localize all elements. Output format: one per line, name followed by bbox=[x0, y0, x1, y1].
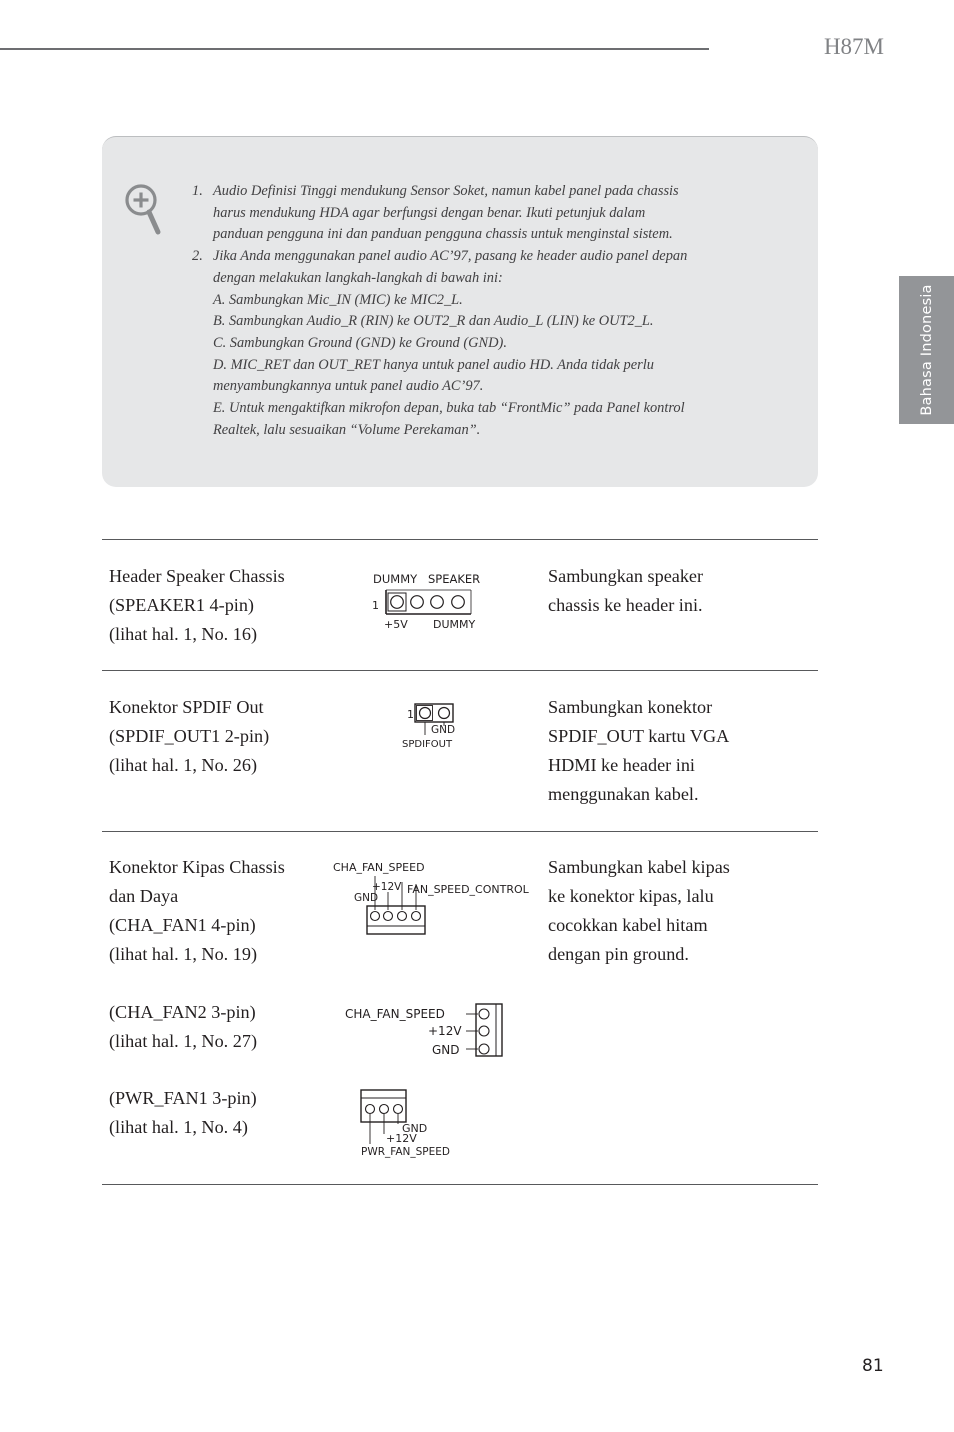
note-line: E. Untuk mengaktifkan mikrofon depan, buka tab “FrontMic” pada Panel kontrol bbox=[213, 400, 685, 417]
speaker-header-label bbox=[109, 562, 285, 649]
diagram-label: CHA_FAN_SPEED bbox=[345, 1007, 445, 1021]
diagram-label: +12V bbox=[372, 881, 402, 893]
table-rule bbox=[102, 539, 818, 540]
cell-line: (lihat hal. 1, No. 19) bbox=[109, 944, 257, 964]
note-line: D. MIC_RET dan OUT_RET hanya untuk panel audio HD. Anda tidak perlu bbox=[213, 356, 654, 373]
header-rule bbox=[0, 48, 709, 50]
cell-line: (SPDIF_OUT1 2-pin) bbox=[109, 726, 270, 746]
diagram-label: 1 bbox=[372, 599, 379, 612]
note-item-1 bbox=[192, 181, 687, 246]
note-line: menyambungkannya untuk panel audio AC’97. bbox=[213, 378, 484, 395]
cha-fan2-diagram bbox=[342, 1000, 508, 1060]
cell-line: (lihat hal. 1, No. 27) bbox=[109, 1031, 257, 1051]
magnifier-plus-icon bbox=[124, 183, 164, 237]
diagram-label: CHA_FAN_SPEED bbox=[333, 861, 425, 874]
cell-line: chassis ke header ini. bbox=[548, 595, 703, 615]
cell-line: HDMI ke header ini bbox=[548, 755, 695, 775]
diagram-label: +12V bbox=[428, 1024, 462, 1038]
spdif-connector-description bbox=[548, 693, 729, 809]
note-line: harus mendukung HDA agar berfungsi dengan benar. Ikuti petunjuk dalam bbox=[213, 204, 646, 221]
chassis-fan-connector-label bbox=[109, 853, 285, 969]
note-line: Realtek, lalu sesuaikan “Volume Perekaman”. bbox=[213, 421, 481, 438]
diagram-label: +5V bbox=[384, 618, 408, 631]
cell-line: (CHA_FAN2 3-pin) bbox=[109, 1002, 256, 1022]
note-line: Jika Anda menggunakan panel audio AC’97, pasang ke header audio panel depan bbox=[213, 248, 688, 265]
diagram-label: DUMMY bbox=[433, 618, 476, 631]
note-item-2 bbox=[192, 246, 687, 441]
diagram-label: GND bbox=[402, 1122, 428, 1135]
note-line: Audio Definisi Tinggi mendukung Sensor Soket, namun kabel panel pada chassis bbox=[213, 183, 679, 199]
speaker-header-description bbox=[548, 562, 703, 620]
diagram-label: DUMMY bbox=[373, 572, 418, 586]
cell-line: (PWR_FAN1 3-pin) bbox=[109, 1088, 257, 1108]
note-line: panduan pengguna ini dan panduan pengguna chassis untuk menginstal sistem. bbox=[213, 226, 673, 243]
diagram-label: +12V bbox=[386, 1132, 417, 1145]
table-rule bbox=[102, 670, 818, 671]
note-list bbox=[192, 181, 687, 441]
note-box bbox=[102, 136, 818, 487]
diagram-label: PWR_FAN_SPEED bbox=[361, 1146, 450, 1158]
page-number: 81 bbox=[862, 1356, 884, 1376]
diagram-label: 1 bbox=[407, 708, 414, 721]
note-item-number: 2. bbox=[192, 248, 203, 265]
cell-line: (CHA_FAN1 4-pin) bbox=[109, 915, 256, 935]
cell-line: Sambungkan kabel kipas bbox=[548, 857, 730, 877]
cell-line: Konektor SPDIF Out bbox=[109, 697, 264, 717]
diagram-label: FAN_SPEED_CONTROL bbox=[407, 883, 529, 896]
diagram-label: GND bbox=[431, 724, 456, 736]
cha-fan2-label bbox=[109, 998, 257, 1056]
cell-line: cocokkan kabel hitam bbox=[548, 915, 708, 935]
language-tab-label: Bahasa Indonesia bbox=[918, 284, 935, 416]
note-line: C. Sambungkan Ground (GND) ke Ground (GND). bbox=[213, 334, 507, 351]
cell-line: (lihat hal. 1, No. 16) bbox=[109, 624, 257, 644]
cell-line: ke konektor kipas, lalu bbox=[548, 886, 714, 906]
speaker-header-diagram bbox=[368, 568, 498, 634]
diagram-label: SPEAKER bbox=[428, 572, 481, 586]
note-line: dengan melakukan langkah-langkah di bawah ini: bbox=[213, 269, 503, 286]
cell-line: dengan pin ground. bbox=[548, 944, 689, 964]
note-line: A. Sambungkan Mic_IN (MIC) ke MIC2_L. bbox=[213, 291, 463, 308]
table-rule bbox=[102, 1184, 818, 1185]
pwr-fan1-diagram bbox=[356, 1088, 466, 1160]
cell-line: Header Speaker Chassis bbox=[109, 566, 285, 586]
cell-line: (SPEAKER1 4-pin) bbox=[109, 595, 254, 615]
cell-line: Sambungkan konektor bbox=[548, 697, 713, 717]
cell-line: dan Daya bbox=[109, 886, 179, 906]
cell-line: (lihat hal. 1, No. 4) bbox=[109, 1117, 248, 1137]
fan-connector-description bbox=[548, 853, 730, 969]
note-item-number: 1. bbox=[192, 183, 203, 199]
diagram-label: GND bbox=[354, 892, 379, 904]
diagram-label: GND bbox=[432, 1043, 460, 1057]
language-tab bbox=[899, 276, 954, 424]
cell-line: (lihat hal. 1, No. 26) bbox=[109, 755, 257, 775]
note-line: B. Sambungkan Audio_R (RIN) ke OUT2_R dan Audio_L (LIN) ke OUT2_L. bbox=[213, 313, 654, 330]
cell-line: SPDIF_OUT kartu VGA bbox=[548, 726, 730, 746]
cell-line: Sambungkan speaker bbox=[548, 566, 704, 586]
table-rule bbox=[102, 831, 818, 832]
cell-line: menggunakan kabel. bbox=[548, 784, 699, 804]
spdif-connector-diagram bbox=[398, 700, 468, 752]
model-title: H87M bbox=[823, 34, 884, 59]
cell-line: Konektor Kipas Chassis bbox=[109, 857, 285, 877]
cha-fan1-diagram bbox=[330, 856, 534, 940]
pwr-fan1-label bbox=[109, 1084, 257, 1142]
diagram-label: SPDIFOUT bbox=[402, 739, 453, 750]
spdif-connector-label bbox=[109, 693, 269, 780]
